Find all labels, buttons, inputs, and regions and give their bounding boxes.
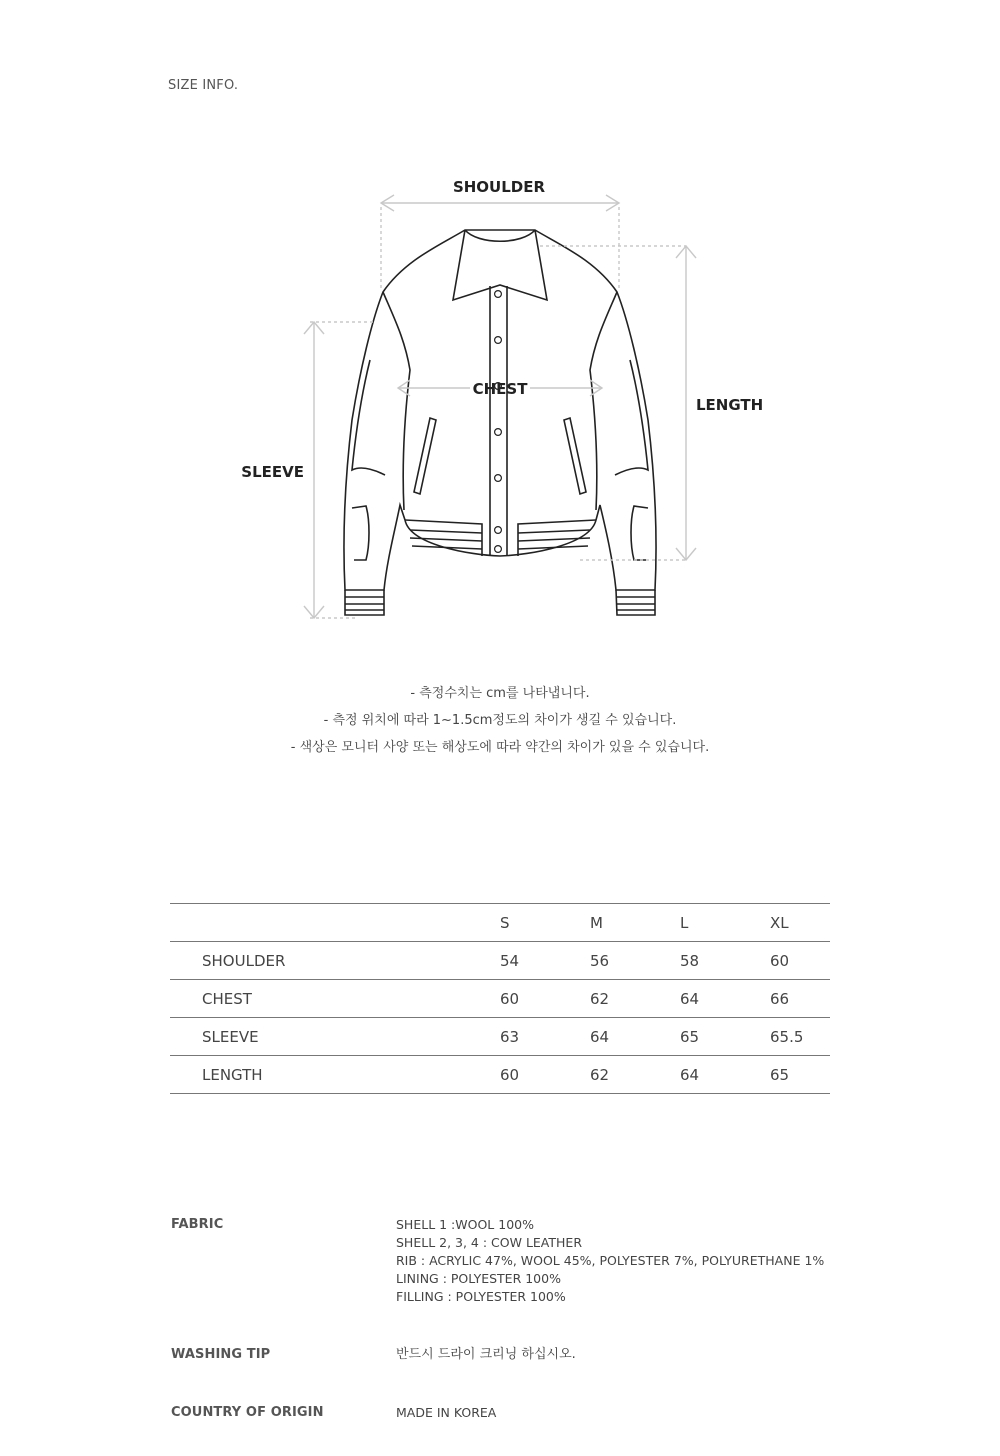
section-title: SIZE INFO. [168, 78, 239, 93]
fabric-line: LINING : POLYESTER 100% [396, 1271, 561, 1286]
table-cell: 66 [770, 980, 830, 1018]
row-label-chest: CHEST [170, 980, 500, 1018]
fabric-line: RIB : ACRYLIC 47%, WOOL 45%, POLYESTER 7%, POLYURETHANE 1% [396, 1253, 825, 1268]
table-cell: 54 [500, 942, 590, 980]
table-row [170, 1056, 830, 1094]
table-cell: 58 [680, 942, 770, 980]
country-of-origin-label: COUNTRY OF ORIGIN [171, 1405, 324, 1420]
row-label-sleeve: SLEEVE [170, 1018, 500, 1056]
table-cell: 60 [770, 942, 830, 980]
fabric-line: SHELL 2, 3, 4 : COW LEATHER [396, 1235, 583, 1250]
table-cell: 65 [680, 1018, 770, 1056]
snap-buttons [495, 291, 502, 553]
washing-tip-value: 반드시 드라이 크리닝 하십시오. [396, 1347, 576, 1362]
jacket-drawing [344, 230, 656, 615]
table-cell: 63 [500, 1018, 590, 1056]
table-cell: 65 [770, 1056, 830, 1094]
table-cell: 62 [590, 980, 680, 1018]
header-cell-l: L [680, 904, 770, 942]
table-cell: 65.5 [770, 1018, 830, 1056]
table-cell: 64 [680, 1056, 770, 1094]
jacket-measurement-diagram [0, 150, 1000, 650]
size-table [170, 903, 830, 1094]
shoulder-label: SHOULDER [452, 178, 546, 196]
row-label-shoulder: SHOULDER [170, 942, 500, 980]
length-label: LENGTH [696, 396, 764, 414]
header-cell-empty [170, 904, 500, 942]
fabric-composition [396, 1216, 824, 1306]
sleeve-label: SLEEVE [241, 463, 304, 481]
table-cell: 60 [500, 980, 590, 1018]
note-line: - 색상은 모니터 사양 또는 해상도에 따라 약간의 차이가 있을 수 있습니다. [290, 740, 710, 755]
chest-label: CHEST [472, 380, 528, 398]
header-cell-m: M [590, 904, 680, 942]
fabric-line: SHELL 1 :WOOL 100% [396, 1217, 534, 1232]
measurement-notes [0, 680, 1000, 761]
row-label-length: LENGTH [170, 1056, 500, 1094]
washing-tip-label: WASHING TIP [171, 1347, 271, 1362]
header-cell-s: S [500, 904, 590, 942]
table-cell: 64 [590, 1018, 680, 1056]
country-of-origin-value: MADE IN KOREA [396, 1405, 497, 1420]
table-row [170, 1018, 830, 1056]
fabric-label: FABRIC [171, 1217, 224, 1232]
measurement-guides [304, 195, 696, 618]
table-cell: 56 [590, 942, 680, 980]
note-line: - 측정 위치에 따라 1~1.5cm정도의 차이가 생길 수 있습니다. [323, 713, 677, 728]
fabric-line: FILLING : POLYESTER 100% [396, 1289, 566, 1304]
table-cell: 62 [590, 1056, 680, 1094]
table-cell: 60 [500, 1056, 590, 1094]
table-row [170, 980, 830, 1018]
table-row [170, 942, 830, 980]
note-line: - 측정수치는 cm를 나타냅니다. [410, 686, 590, 701]
size-table-header-row [170, 904, 830, 942]
table-cell: 64 [680, 980, 770, 1018]
header-cell-xl: XL [770, 904, 830, 942]
